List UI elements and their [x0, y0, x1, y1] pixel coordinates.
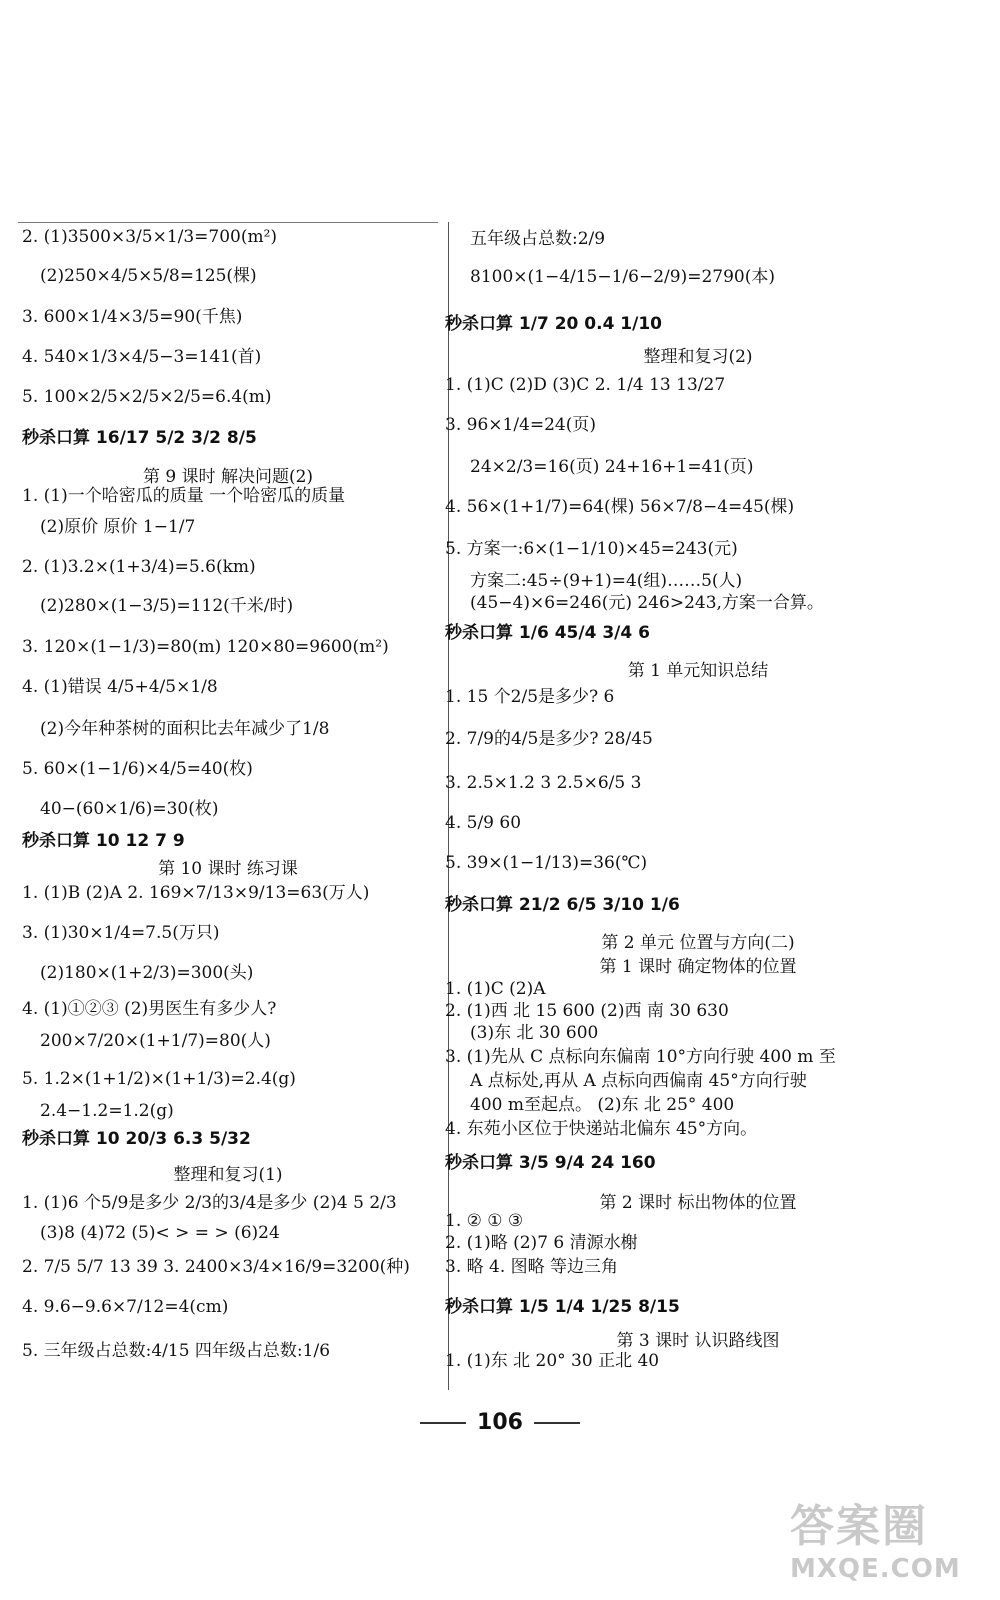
answer-line: 4. 9.6−9.6×7/12=4(cm) [22, 1297, 229, 1317]
answer-line: 4. (1)①②③ (2)男医生有多少人? [22, 999, 277, 1019]
answer-line: 2. 7/5 5/7 13 39 3. 2400×3/4×16/9=3200(种) [22, 1257, 410, 1277]
answer-line: (2)原价 原价 1−1/7 [40, 517, 196, 537]
answer-line: 40−(60×1/6)=30(枚) [40, 799, 219, 819]
footer-dash-left [420, 1422, 466, 1424]
answer-line: 5. 方案一:6×(1−1/10)×45=243(元) [445, 539, 738, 559]
quick-calc-line: 秒杀口算 1/6 45/4 3/4 6 [445, 623, 650, 643]
answer-line: 3. 96×1/4=24(页) [445, 415, 596, 435]
answer-line: 3. (1)先从 C 点标向东偏南 10°方向行驶 400 m 至 [445, 1047, 836, 1067]
answer-line: 3. 2.5×1.2 3 2.5×6/5 3 [445, 773, 642, 793]
answer-line: (3)8 (4)72 (5)< > = > (6)24 [40, 1223, 280, 1243]
section-heading: 整理和复习(2) [643, 347, 753, 367]
section-heading: 第 10 课时 练习课 [158, 859, 298, 879]
page-footer [0, 1410, 1000, 1435]
answer-line: 3. 略 4. 图略 等边三角 [445, 1257, 619, 1277]
answer-line: 200×7/20×(1+1/7)=80(人) [40, 1031, 271, 1051]
answer-line: 1. (1)一个哈密瓜的质量 一个哈密瓜的质量 [22, 486, 346, 506]
answer-line: 5. 60×(1−1/6)×4/5=40(枚) [22, 759, 253, 779]
answer-line: 4. 540×1/3×4/5−3=141(首) [22, 347, 262, 367]
answer-line: 1. (1)C (2)A [445, 979, 546, 999]
answer-line: 2. (1)西 北 15 600 (2)西 南 30 630 [445, 1001, 729, 1021]
answer-line: 5. 三年级占总数:4/15 四年级占总数:1/6 [22, 1341, 331, 1361]
answer-line: 2.4−1.2=1.2(g) [40, 1101, 174, 1121]
answer-line: 5. 1.2×(1+1/2)×(1+1/3)=2.4(g) [22, 1069, 296, 1089]
answer-line: 1. (1)B (2)A 2. 169×7/13×9/13=63(万人) [22, 883, 370, 903]
quick-calc-line: 秒杀口算 1/7 20 0.4 1/10 [445, 314, 663, 334]
answer-line: 2. 7/9的4/5是多少? 28/45 [445, 729, 653, 749]
quick-calc-line: 秒杀口算 16/17 5/2 3/2 8/5 [22, 428, 257, 448]
answer-line: 2. (1)3.2×(1+3/4)=5.6(km) [22, 557, 256, 577]
answer-line: 400 m至起点。 (2)东 北 25° 400 [470, 1095, 735, 1115]
footer-dash-right [534, 1422, 580, 1424]
answer-line: A 点标处,再从 A 点标向西偏南 45°方向行驶 [470, 1071, 807, 1091]
answer-line: (2)250×4/5×5/8=125(棵) [40, 266, 257, 286]
answer-line: 4. 56×(1+1/7)=64(棵) 56×7/8−4=45(棵) [445, 497, 795, 517]
quick-calc-line: 秒杀口算 3/5 9/4 24 160 [445, 1153, 656, 1173]
answer-line: (2)180×(1+2/3)=300(头) [40, 963, 254, 983]
answer-line: 5. 39×(1−1/13)=36(℃) [445, 853, 648, 873]
answer-line: 1. 15 个2/5是多少? 6 [445, 687, 615, 707]
answer-line: 2. (1)略 (2)7 6 清源水榭 [445, 1233, 638, 1253]
page-number: 106 [477, 1410, 523, 1435]
answer-line: 1. (1)C (2)D (3)C 2. 1/4 13 13/27 [445, 375, 726, 395]
answer-line: 3. 120×(1−1/3)=80(m) 120×80=9600(m²) [22, 637, 389, 657]
answer-line: 1. (1)东 北 20° 30 正北 40 [445, 1351, 660, 1371]
answer-line: 2. (1)3500×3/5×1/3=700(m²) [22, 227, 278, 247]
quick-calc-line: 秒杀口算 21/2 6/5 3/10 1/6 [445, 895, 680, 915]
answer-line: (3)东 北 30 600 [470, 1023, 599, 1043]
answer-line: 1. ② ① ③ [445, 1211, 524, 1231]
answer-line: 4. 东苑小区位于快递站北偏东 45°方向。 [445, 1119, 758, 1139]
section-heading: 整理和复习(1) [173, 1165, 283, 1185]
answer-line: 1. (1)6 个5/9是多少 2/3的3/4是多少 (2)4 5 2/3 [22, 1193, 397, 1213]
top-rule [18, 222, 438, 223]
answer-line: (2)今年种茶树的面积比去年减少了1/8 [40, 719, 330, 739]
section-heading: 第 2 课时 标出物体的位置 [599, 1193, 797, 1213]
watermark-title: 答案圈 [790, 1501, 928, 1552]
answer-line: 4. (1)错误 4/5+4/5×1/8 [22, 677, 218, 697]
watermark-url: MXQE.COM [790, 1554, 961, 1584]
quick-calc-line: 秒杀口算 10 20/3 6.3 5/32 [22, 1129, 251, 1149]
answer-line: 3. 600×1/4×3/5=90(千焦) [22, 307, 243, 327]
section-heading: 第 2 单元 位置与方向(二) [601, 933, 795, 953]
answer-line: 4. 5/9 60 [445, 813, 522, 833]
quick-calc-line: 秒杀口算 1/5 1/4 1/25 8/15 [445, 1297, 680, 1317]
answer-line: 24×2/3=16(页) 24+16+1=41(页) [470, 457, 754, 477]
answer-line: (45−4)×6=246(元) 246>243,方案一合算。 [470, 593, 824, 613]
answer-line: 5. 100×2/5×2/5×2/5=6.4(m) [22, 387, 272, 407]
section-heading: 第 1 课时 确定物体的位置 [599, 957, 797, 977]
answer-line: 五年级占总数:2/9 [470, 229, 606, 249]
answer-line: 方案二:45÷(9+1)=4(组)……5(人) [470, 571, 743, 591]
section-heading: 第 1 单元知识总结 [627, 661, 769, 681]
watermark-logo [790, 1490, 990, 1590]
section-heading: 第 3 课时 认识路线图 [616, 1331, 780, 1351]
answer-line: 8100×(1−4/15−1/6−2/9)=2790(本) [470, 267, 775, 287]
quick-calc-line: 秒杀口算 10 12 7 9 [22, 831, 185, 851]
answer-line: 3. (1)30×1/4=7.5(万只) [22, 923, 220, 943]
section-heading: 第 9 课时 解决问题(2) [142, 467, 314, 487]
answer-line: (2)280×(1−3/5)=112(千米/时) [40, 596, 294, 616]
